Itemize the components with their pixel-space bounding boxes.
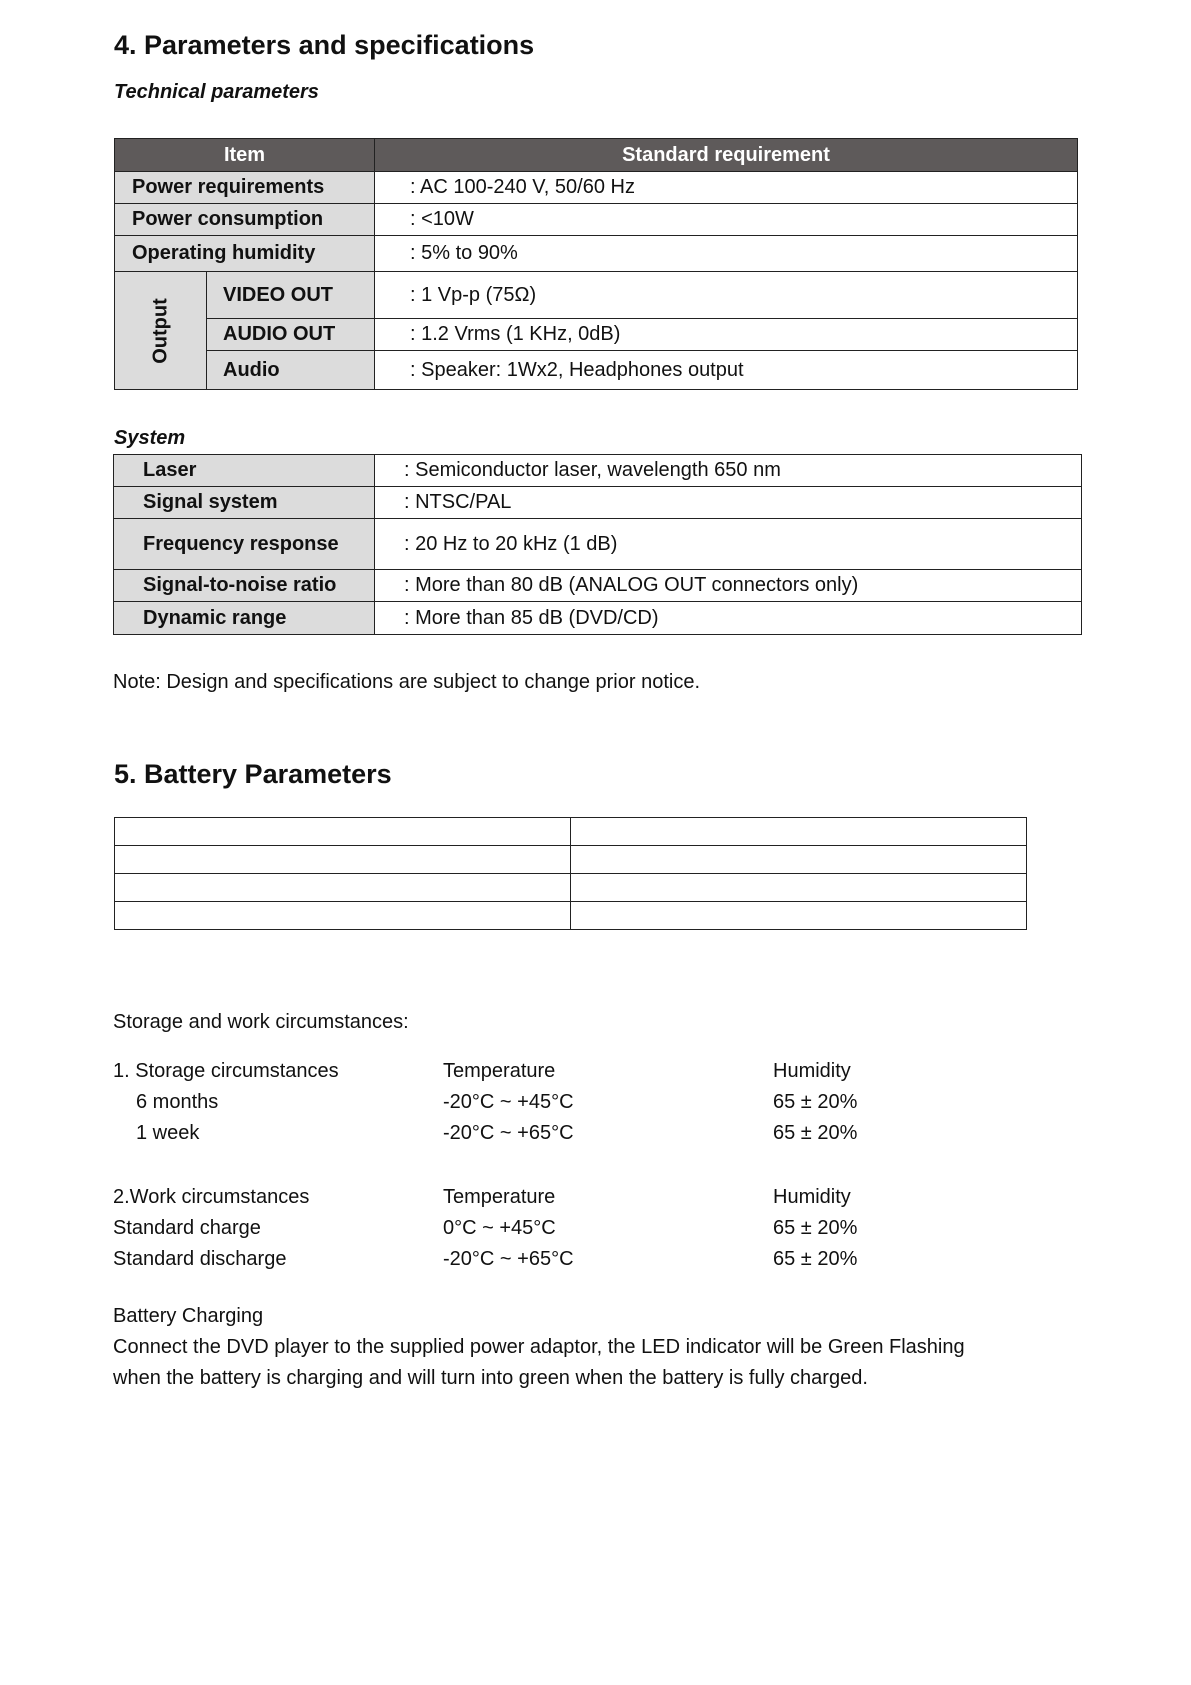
work-row-label: Standard discharge [113,1248,287,1270]
table-header-row [115,139,1078,172]
empty-cell [571,902,1027,930]
row-value: : Semiconductor laser, wavelength 650 nm [375,455,1082,487]
table-row [115,204,1078,236]
header-item: Item [115,139,375,172]
row-value: : More than 85 dB (DVD/CD) [375,602,1082,635]
table-row [114,455,1082,487]
row-label: VIDEO OUT [207,272,375,319]
battery-charging-line-1: Connect the DVD player to the supplied power adaptor, the LED indicator will be Green Flashing [113,1336,965,1358]
storage-row-label: 1 week [136,1122,200,1144]
storage-row-label: 6 months [136,1091,219,1113]
row-value: : 1 Vp-p (75Ω) [375,272,1078,319]
technical-parameters-table [114,138,1078,390]
row-value: : <10W [375,204,1078,236]
empty-cell [115,874,571,902]
system-table [113,454,1082,635]
technical-parameters-subtitle: Technical parameters [114,81,319,103]
row-label: Signal system [114,487,375,519]
table-row [114,519,1082,570]
storage-temperature-header: Temperature [443,1060,556,1082]
work-row-temp: -20°C ~ +65°C [443,1248,574,1270]
note-text: Note: Design and specifications are subject to change prior notice. [113,671,701,693]
work-row-temp: 0°C ~ +45°C [443,1217,556,1239]
table-row [115,818,1027,846]
section-5-title: 5. Battery Parameters [114,759,392,789]
row-value: : More than 80 dB (ANALOG OUT connectors only) [375,570,1082,602]
table-row [114,570,1082,602]
section-4-title: 4. Parameters and specifications [114,30,535,60]
work-row-humidity: 65 ± 20% [773,1248,858,1270]
row-label: Dynamic range [114,602,375,635]
row-label: Power consumption [115,204,375,236]
empty-cell [571,846,1027,874]
row-value: : Speaker: 1Wx2, Headphones output [375,351,1078,390]
table-row [115,172,1078,204]
empty-cell [115,818,571,846]
row-value: : 20 Hz to 20 kHz (1 dB) [375,519,1082,570]
row-label: Signal-to-noise ratio [114,570,375,602]
table-row [114,487,1082,519]
storage-circumstances-heading: 1. Storage circumstances [113,1060,339,1082]
output-group-cell [115,272,207,390]
header-standard-requirement: Standard requirement [375,139,1078,172]
table-row [115,236,1078,272]
work-row-humidity: 65 ± 20% [773,1217,858,1239]
storage-row-humidity: 65 ± 20% [773,1122,858,1144]
table-row [115,272,1078,319]
row-label: Laser [114,455,375,487]
row-value: : AC 100-240 V, 50/60 Hz [375,172,1078,204]
storage-row-temp: -20°C ~ +65°C [443,1122,574,1144]
empty-cell [115,846,571,874]
storage-work-heading: Storage and work circumstances: [113,1011,409,1033]
row-label: Frequency response [114,519,375,570]
row-label: Operating humidity [115,236,375,272]
work-row-label: Standard charge [113,1217,261,1239]
row-label: Audio [207,351,375,390]
battery-parameters-table [114,817,1027,930]
storage-humidity-header: Humidity [773,1060,851,1082]
battery-charging-heading: Battery Charging [113,1305,264,1327]
output-group-label: Output [149,297,171,364]
work-humidity-header: Humidity [773,1186,851,1208]
row-value: : 1.2 Vrms (1 KHz, 0dB) [375,319,1078,351]
battery-charging-line-2: when the battery is charging and will turn into green when the battery is fully charged. [113,1367,868,1389]
empty-cell [571,874,1027,902]
empty-cell [115,902,571,930]
storage-row-temp: -20°C ~ +45°C [443,1091,574,1113]
system-subtitle: System [114,427,186,449]
table-row [114,602,1082,635]
work-circumstances-heading: 2.Work circumstances [113,1186,310,1208]
row-label: AUDIO OUT [207,319,375,351]
table-row [115,902,1027,930]
row-value: : NTSC/PAL [375,487,1082,519]
table-row [115,846,1027,874]
table-row [115,874,1027,902]
row-value: : 5% to 90% [375,236,1078,272]
row-label: Power requirements [115,172,375,204]
table-row [115,319,1078,351]
storage-row-humidity: 65 ± 20% [773,1091,858,1113]
table-row [115,351,1078,390]
empty-cell [571,818,1027,846]
work-temperature-header: Temperature [443,1186,556,1208]
